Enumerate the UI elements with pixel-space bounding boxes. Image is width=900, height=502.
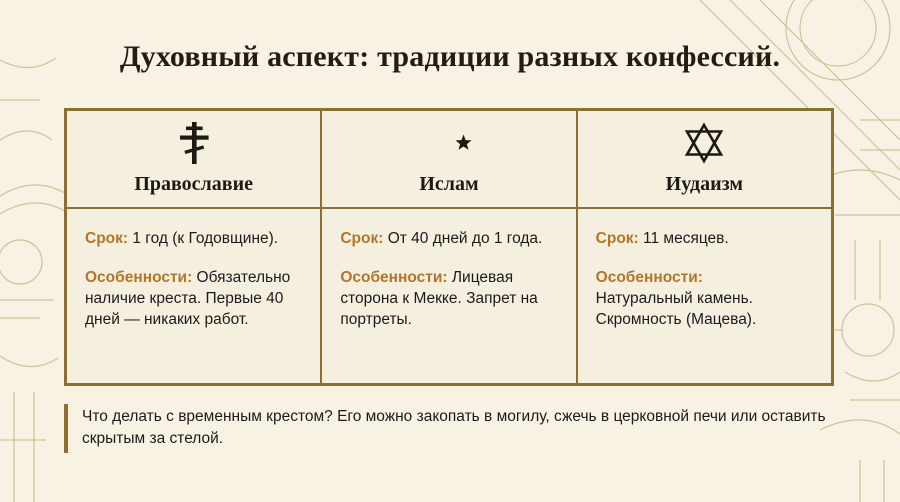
features-row: [596, 268, 815, 331]
table-column-islam: [320, 111, 575, 383]
features-row: [85, 268, 304, 331]
column-header: [67, 111, 320, 209]
term-label: Срок:: [85, 230, 129, 247]
column-header: [578, 111, 831, 209]
page-title: Духовный аспект: традиции разных конфессий.: [119, 40, 781, 73]
table-column-judaism: [576, 111, 831, 383]
term-value: 11 месяцев.: [643, 230, 729, 247]
term-value: 1 год (к Годовщине).: [132, 230, 279, 247]
column-body: [67, 209, 320, 383]
column-header: [322, 111, 575, 209]
features-label: Особенности:: [340, 268, 448, 286]
traditions-table: [64, 108, 834, 386]
column-title: Ислам: [419, 173, 479, 195]
term-label: Срок:: [340, 230, 384, 247]
term-value: От 40 дней до 1 года.: [387, 230, 543, 247]
term-row: [596, 229, 815, 250]
term-row: [340, 229, 559, 250]
table-column-orthodox: [67, 111, 320, 383]
star-of-david-icon: [683, 119, 725, 167]
features-value: Натуральный камень. Скромность (Мацева).: [595, 289, 757, 328]
column-title: Иудаизм: [665, 173, 743, 195]
footnote: Что делать с временным крестом? Его можно закопать в могилу, сжечь в церковной печи или оставить скрытым за стелой.: [64, 404, 834, 453]
column-title: Православие: [134, 173, 253, 195]
term-row: [85, 229, 304, 250]
features-row: [340, 268, 559, 331]
column-body: [322, 209, 575, 383]
features-label: Особенности:: [85, 268, 193, 286]
term-label: Срок:: [595, 230, 639, 247]
features-value: Обязательно наличие креста. Первые 40 дней — никаких работ.: [85, 268, 291, 328]
features-label: Особенности:: [595, 268, 703, 286]
orthodox-cross-icon: [177, 119, 211, 167]
star-and-crescent-icon: [426, 119, 472, 167]
features-value: Лицевая сторона к Мекке. Запрет на портреты.: [340, 268, 538, 328]
column-body: [578, 209, 831, 383]
